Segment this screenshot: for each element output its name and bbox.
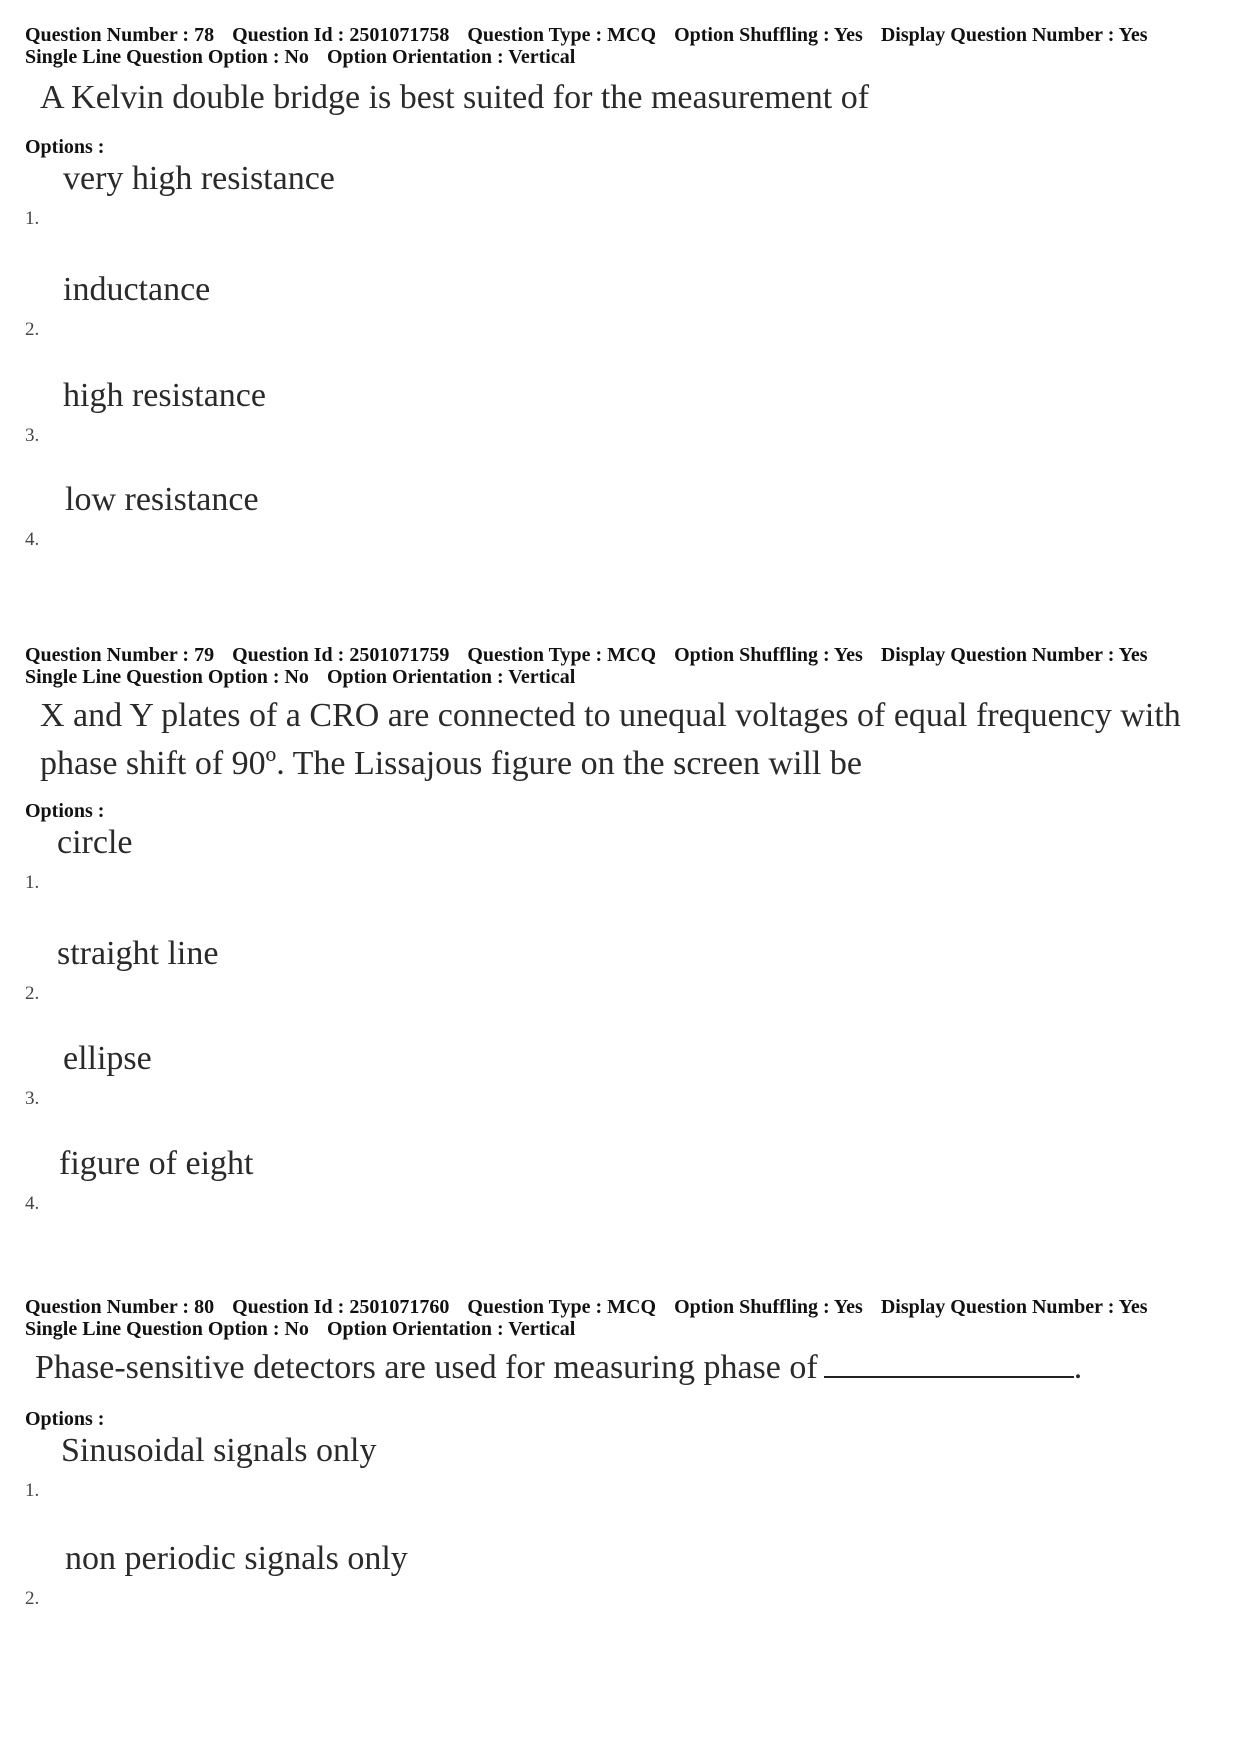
options-label: Options :	[25, 136, 105, 158]
question-text-line: X and Y plates of a CRO are connected to unequal voltages of equal frequency with	[40, 697, 1181, 734]
question-meta-2	[25, 666, 1215, 688]
question-text-line: A Kelvin double bridge is best suited for the measurement of	[40, 79, 870, 116]
single-line-question-option: Single Line Question Option : No	[25, 1318, 309, 1340]
options-label: Options :	[25, 1408, 105, 1430]
option-number: 3.	[25, 425, 40, 446]
display-question-number: Display Question Number : Yes	[880, 24, 1148, 46]
option-text: high resistance	[63, 377, 266, 414]
options-list	[25, 158, 1215, 578]
options-list	[25, 1430, 1215, 1630]
question-meta	[25, 1296, 1215, 1318]
fill-in-blank	[824, 1346, 1074, 1378]
option-text: figure of eight	[59, 1145, 254, 1182]
question-meta	[25, 644, 1215, 666]
question-id: Question Id : 2501071758	[232, 24, 450, 46]
question-block	[25, 644, 1215, 1242]
option-item[interactable]	[25, 1432, 825, 1502]
option-text: Sinusoidal signals only	[61, 1432, 377, 1469]
option-number: 1.	[25, 872, 40, 893]
option-number: 2.	[25, 1588, 40, 1609]
question-text	[40, 74, 1215, 122]
question-type: Question Type : MCQ	[467, 1296, 657, 1318]
option-item[interactable]	[25, 271, 825, 341]
question-number: Question Number : 79	[25, 644, 215, 666]
option-number: 3.	[25, 1088, 40, 1109]
option-item[interactable]	[25, 1540, 825, 1610]
option-number: 1.	[25, 208, 40, 229]
option-shuffling: Option Shuffling : Yes	[674, 1296, 863, 1318]
option-number: 1.	[25, 1480, 40, 1501]
question-number: Question Number : 78	[25, 24, 215, 46]
question-meta-2	[25, 46, 1215, 68]
question-text-suffix: .	[1073, 1349, 1083, 1386]
option-item[interactable]	[25, 377, 825, 447]
option-text: circle	[57, 824, 133, 861]
option-item[interactable]	[25, 824, 825, 894]
question-meta-2	[25, 1318, 1215, 1340]
option-item[interactable]	[25, 1145, 825, 1215]
option-shuffling: Option Shuffling : Yes	[674, 24, 863, 46]
option-shuffling: Option Shuffling : Yes	[674, 644, 863, 666]
option-number: 4.	[25, 1193, 40, 1214]
option-number: 2.	[25, 983, 40, 1004]
question-text-line: phase shift of 90º. The Lissajous figure on the screen will be	[40, 745, 862, 782]
option-item[interactable]	[25, 481, 825, 551]
single-line-question-option: Single Line Question Option : No	[25, 666, 309, 688]
question-number: Question Number : 80	[25, 1296, 215, 1318]
option-orientation: Option Orientation : Vertical	[326, 666, 576, 688]
option-text: inductance	[63, 271, 211, 308]
question-id: Question Id : 2501071760	[232, 1296, 450, 1318]
question-id: Question Id : 2501071759	[232, 644, 450, 666]
options-list	[25, 822, 1215, 1242]
option-number: 4.	[25, 529, 40, 550]
question-block	[25, 24, 1215, 578]
option-text: low resistance	[65, 481, 259, 518]
option-item[interactable]	[25, 160, 825, 230]
option-text: straight line	[57, 935, 219, 972]
option-text: ellipse	[63, 1040, 152, 1077]
option-text: non periodic signals only	[65, 1540, 408, 1577]
option-orientation: Option Orientation : Vertical	[326, 1318, 576, 1340]
option-item[interactable]	[25, 935, 825, 1005]
display-question-number: Display Question Number : Yes	[880, 644, 1148, 666]
question-text	[35, 1344, 1215, 1392]
option-orientation: Option Orientation : Vertical	[326, 46, 576, 68]
question-text	[40, 692, 1215, 788]
question-meta	[25, 24, 1215, 46]
option-text: very high resistance	[63, 160, 335, 197]
option-number: 2.	[25, 319, 40, 340]
options-label: Options :	[25, 800, 105, 822]
question-text-line	[35, 1344, 1215, 1392]
single-line-question-option: Single Line Question Option : No	[25, 46, 309, 68]
option-item[interactable]	[25, 1040, 825, 1110]
display-question-number: Display Question Number : Yes	[880, 1296, 1148, 1318]
question-block	[25, 1296, 1215, 1630]
question-type: Question Type : MCQ	[467, 24, 657, 46]
question-type: Question Type : MCQ	[467, 644, 657, 666]
question-text-content: Phase-sensitive detectors are used for measuring phase of	[35, 1349, 818, 1386]
